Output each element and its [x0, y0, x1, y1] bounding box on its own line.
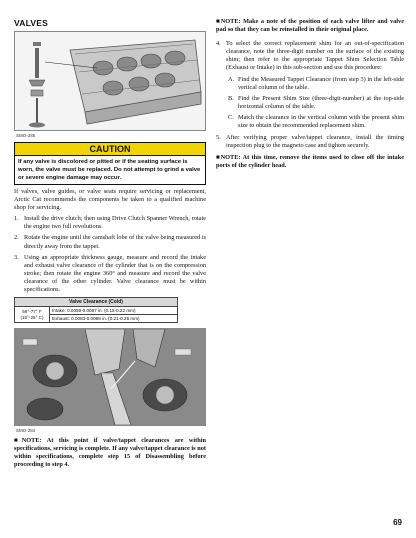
caution-text: If any valve is discolored or pitted or if the seating surface is worn, the valve must be replaced. Do not attempt to grind a valve or severe engine damage may occur. — [18, 159, 201, 181]
step-item — [216, 134, 404, 150]
step-item — [14, 234, 206, 250]
section-heading: VALVES — [14, 18, 48, 28]
valve-clearance-table — [14, 297, 178, 323]
steps-list — [14, 215, 206, 294]
temp-f: 59°-77° F — [22, 308, 42, 314]
step-text: Install the drive clutch; then using Drive Clutch Spanner Wrench, rotate the engine two full revolutions. — [24, 215, 206, 231]
feeler-gauge-illustration — [15, 329, 205, 425]
exhaust-clearance: Exhaust: 0.0083-0.0098 in. (0.21-0.25 mm) — [50, 315, 178, 323]
steps-list-continued — [216, 40, 404, 72]
step-item — [216, 40, 404, 72]
step-number: 4. — [216, 40, 221, 48]
substep-item — [228, 95, 404, 111]
steps-list-final — [216, 134, 404, 150]
temp-c: (15°-25° C) — [20, 314, 44, 320]
step-number: 1. — [14, 215, 19, 223]
caution-title: CAUTION — [15, 143, 205, 156]
note-intake-ports: ■NOTE: At this time, remove the items used to close off the intake ports of the cylinder head. — [216, 154, 404, 170]
step-number: 2. — [14, 234, 19, 242]
figure-code: SMO-284 — [16, 428, 36, 434]
step-text: Using an appropriate thickness gauge, measure and record the intake and exhaust valve clearance of the cylinder that is on the compression stroke; then rotate the engine 360° and measure and record the valve clearance of the other cylinder. Valve clearance must be within specifications. — [24, 253, 206, 294]
substeps-list — [228, 76, 404, 131]
substep-text: Find the Measured Tappet Clearance (from step 3) in the left-side vertical column of the table. — [238, 75, 404, 91]
left-column — [14, 18, 206, 470]
measuring-clearance-figure — [14, 328, 206, 426]
substep-letter: B. — [228, 94, 234, 102]
table-header: Valve Clearance (Cold) — [15, 298, 178, 307]
figure-code: SMO-285 — [16, 133, 36, 138]
step-number: 3. — [14, 253, 19, 261]
substep-letter: A. — [228, 75, 235, 83]
substep-letter: C. — [228, 113, 234, 121]
note-valve-lifter: ■NOTE: Make a note of the position of each valve lifter and valve pad so that they can be reinstalled in their original place. — [216, 18, 404, 34]
step-number: 5. — [216, 134, 221, 142]
substep-text: Find the Present Shim Size (three-digit-number) at the top-side horizontal column of the table. — [238, 94, 404, 110]
step-text: To select the correct replacement shim for an out-of-specification clearance, note the three-digit number on the surface of the existing shim; then refer to the appropriate Tappet Shim Selection Table (Exhaust or Intake) in this sub-section and use this procedure: — [226, 40, 404, 72]
step-item — [14, 215, 206, 231]
valve-cylinder-head-figure — [14, 31, 206, 131]
step-text: After verifying proper valve/tappet clearance, install the timing inspection plug to the magneto case and tighten securely. — [226, 134, 404, 150]
cylinder-head-illustration — [15, 32, 205, 130]
step-item — [14, 254, 206, 294]
note-clearance: ■NOTE: At this point if valve/tappet clearances are within specifications, servicing is complete. If any valve/tappet clearance is not within specifications, complete step 15 of Disassembling before proceeding to step 4. — [14, 437, 206, 469]
page-number: 69 — [393, 518, 402, 527]
substep-item — [228, 114, 404, 130]
right-column — [216, 18, 404, 171]
substep-item — [228, 76, 404, 92]
step-text: Rotate the engine until the camshaft lobe of the valve being measured is directly away from the tappet. — [24, 234, 206, 250]
caution-box — [14, 142, 206, 185]
intake-clearance: Intake: 0.0059-0.0087 in. (0.15-0.22 mm) — [50, 307, 178, 315]
temperature-condition — [15, 307, 50, 323]
intro-paragraph: If valves, valve guides, or valve seats require servicing or replacement, Arctic Cat recommends the components be taken to a qualified machine shop for servicing. — [14, 188, 206, 212]
substep-text: Match the clearance in the vertical column with the present shim size to obtain the recommended replacement shim. — [238, 113, 404, 130]
